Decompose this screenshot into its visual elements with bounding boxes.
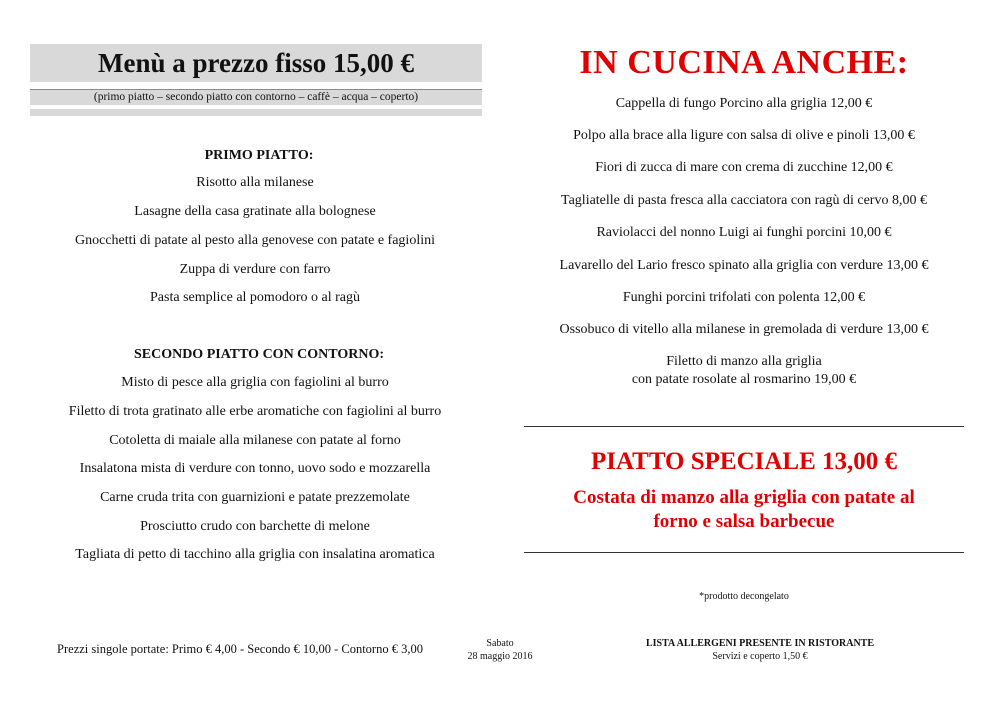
primo-item: Lasagne della casa gratinate alla bolognese <box>134 204 376 219</box>
divider-bar <box>30 109 482 116</box>
secondo-item: Carne cruda trita con guarnizioni e patate prezzemolate <box>100 490 410 505</box>
secondo-item: Tagliata di petto di tacchino alla griglia con insalatina aromatica <box>75 547 435 562</box>
service-charge: Servizi e coperto 1,50 € <box>712 651 808 662</box>
cucina-item-line1: Filetto di manzo alla griglia <box>666 354 822 369</box>
primo-item: Zuppa di verdure con farro <box>179 262 331 277</box>
divider-line <box>524 552 964 553</box>
special-title: PIATTO SPECIALE 13,00 € <box>590 448 898 475</box>
fixed-menu-subtitle: (primo piatto – secondo piatto con contorno – caffè – acqua – coperto) <box>30 89 482 105</box>
cucina-item: Polpo alla brace alla ligure con salsa di olive e pinoli 13,00 € <box>573 128 915 143</box>
fixed-menu-title: Menù a prezzo fisso 15,00 € <box>30 44 482 82</box>
cucina-item: Raviolacci del nonno Luigi ai funghi porcini 10,00 € <box>596 225 892 240</box>
cucina-item: Funghi porcini trifolati con polenta 12,00 € <box>622 290 866 305</box>
fixed-menu-header <box>30 44 482 116</box>
note-decongelato: *prodotto decongelato <box>699 591 789 602</box>
special-line1: Costata di manzo alla griglia con patate al <box>573 487 915 508</box>
cucina-item: Ossobuco di vitello alla milanese in gremolada di verdure 13,00 € <box>559 322 929 337</box>
cucina-item: Lavarello del Lario fresco spinato alla griglia con verdure 13,00 € <box>559 258 929 273</box>
cucina-title: IN CUCINA ANCHE: <box>579 44 909 81</box>
cucina-item-line2: con patate rosolate al rosmarino 19,00 € <box>631 372 857 387</box>
secondo-item: Cotoletta di maiale alla milanese con patate al forno <box>109 433 401 448</box>
primo-item: Risotto alla milanese <box>196 175 314 190</box>
special-description <box>540 486 948 534</box>
footer-day: Sabato <box>486 638 514 649</box>
divider-line <box>524 426 964 427</box>
footer-date: 28 maggio 2016 <box>467 651 533 662</box>
footer-prices: Prezzi singole portate: Primo € 4,00 - Secondo € 10,00 - Contorno € 3,00 <box>57 642 423 656</box>
secondo-item: Insalatona mista di verdure con tonno, uovo sodo e mozzarella <box>79 461 431 476</box>
cucina-item: Fiori di zucca di mare con crema di zucchine 12,00 € <box>595 160 893 175</box>
secondo-item: Filetto di trota gratinato alle erbe aromatiche con fagiolini al burro <box>68 404 442 419</box>
cucina-item: Tagliatelle di pasta fresca alla cacciatora con ragù di cervo 8,00 € <box>561 193 927 208</box>
primo-heading: PRIMO PIATTO: <box>204 148 314 163</box>
secondo-item: Prosciutto crudo con barchette di melone <box>140 519 370 534</box>
secondo-heading: SECONDO PIATTO CON CONTORNO: <box>133 347 385 362</box>
allergens-notice: LISTA ALLERGENI PRESENTE IN RISTORANTE <box>645 638 875 649</box>
special-line2: forno e salsa barbecue <box>653 511 835 532</box>
secondo-item: Misto di pesce alla griglia con fagiolini al burro <box>121 375 389 390</box>
primo-item: Pasta semplice al pomodoro o al ragù <box>150 290 360 305</box>
primo-item: Gnocchetti di patate al pesto alla genovese con patate e fagiolini <box>75 233 435 248</box>
cucina-item: Cappella di fungo Porcino alla griglia 12,00 € <box>615 96 873 111</box>
